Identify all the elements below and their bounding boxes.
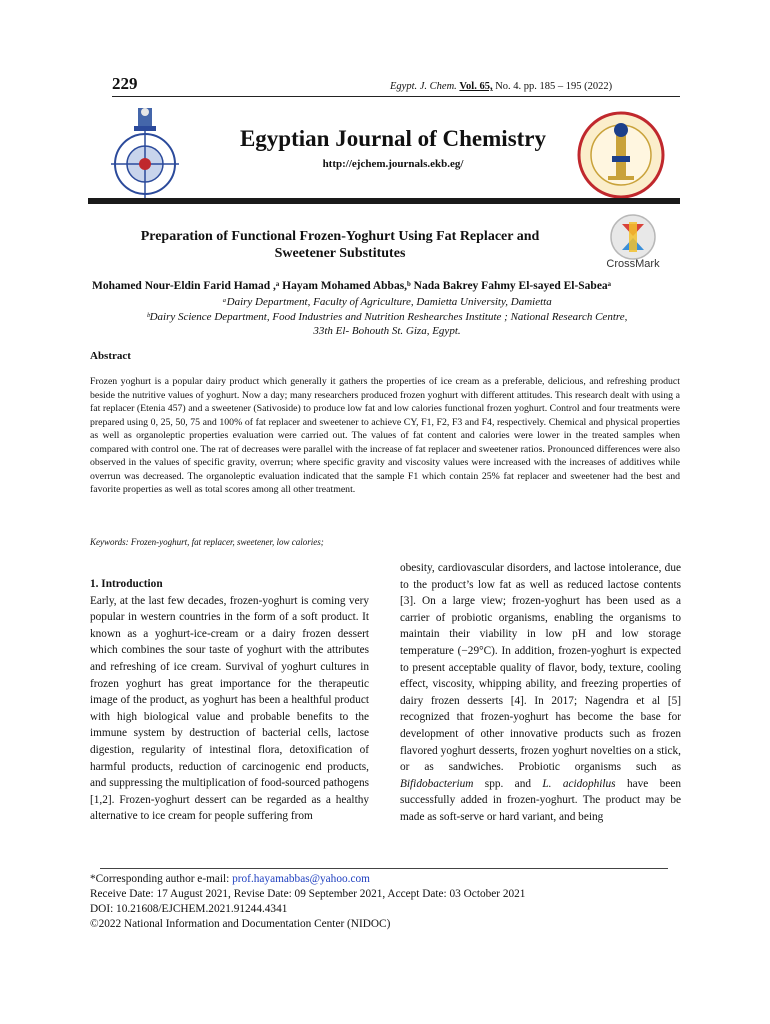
corresponding-label: *Corresponding author e-mail: <box>90 873 233 885</box>
corresponding-author <box>90 872 690 887</box>
paper-title-line-1: Preparation of Functional Frozen-Yoghurt Using Fat Replacer and <box>140 229 540 244</box>
author-list: Mohamed Nour-Eldin Farid Hamad ,ᵃ Hayam Mohamed Abbas,ᵇ Nada Bakrey Fahmy El-sayed El-Sabeaᵃ <box>92 280 612 292</box>
masthead-rule <box>88 198 680 204</box>
paper-title-line-2: Sweetener Substitutes <box>274 246 406 261</box>
section-heading-introduction: 1. Introduction <box>90 578 163 590</box>
keywords: Keywords: Frozen-yoghurt, fat replacer, sweetener, low calories; <box>90 537 324 547</box>
copyright: ©2022 National Information and Documentation Center (NIDOC) <box>90 918 391 930</box>
doi[interactable]: DOI: 10.21608/EJCHEM.2021.91244.4341 <box>90 903 288 915</box>
intro-paragraph-right-1: obesity, cardiovascular disorders, and lactose intolerance, due to the product’s low fat as well as reduced lactose contents [3]. On a large view; frozen-yoghurt has been used as a carrier of probiotic organisms, enabling the organisms to maintain their viability in low pH and low storage temperature (−29°C). In addition, frozen-yoghurt is expected to present acceptable quality of flavor, body, texture, cooling effect, viscosity, whipping ability, and freezing properties of dairy frozen desserts [4]. In 2017; Nagendra et al [5] recognized that frozen-yoghurt has become the base for development of other innovative products such as frozen flavored yoghurt desserts, frozen yoghurt novelties on a stick, or as sandwiches. Probiotic organisms such as <box>400 562 681 774</box>
affiliation-b-line-2: 33th El- Bohouth St. Giza, Egypt. <box>313 325 461 337</box>
body-right-column <box>400 560 681 826</box>
intro-paragraph-left: Early, at the last few decades, frozen-yoghurt is coming very popular in western countries in the form of a soft product. It known as a yoghurt-ice-cream or a dairy frozen dessert which combines the sour taste of yoghurt with the attributes and refreshing of ice cream. Survival of yoghurt cultures in frozen yoghurt has great importance for the therapeutic image of the product, as yoghurt has been a healthful product with high biological value and probable benefits to the immune system by destruction of bacterial cells, lactose digestion, regularity of intestinal flora, detoxification of harmful products, reduction of carcinogenic end products, and suppressing the multiplication of food-sourced pathogens [1,2]. Frozen-yoghurt dessert can be regarded as a healthy alternative to ice cream for people suffering from <box>90 594 369 823</box>
corresponding-email-link[interactable]: prof.hayamabbas@yahoo.com <box>232 873 370 885</box>
intro-paragraph-right-3: have been successfully added in frozen-yoghurt. The product may be made as soft-serve or hard variant, and being <box>400 777 681 823</box>
journal-citation <box>390 81 612 92</box>
abstract-text: Frozen yoghurt is a popular dairy product which generally it gathers the properties of ice cream as a preferable, delicious, and refreshing product beside the nutritive values of yoghurt. Now a day; many researchers produced frozen yoghurt with different attitudes. This research dealt with using a fat replacer (Etenia 457) and a sweetener (Sativoside) to produce low fat and low calories functional frozen yoghurt. Control and four treatments were prepared using 0, 25, 50, 75 and 100% of fat replacer and sweetener to achieve CY, F1, F2, F3 and F4, respectively. Chemical and physical properties as well as organoleptic properties evaluation were carried out. The values of fat content and calories were lower in the treated samples when compared with control one. The rat of decreases were parallel with the increase of fat replacer and sweetener ratios. Pronounced differences were also observed in the values of specific gravity, overrun; where specific gravity and viscosity values were increased with the increases of additives while overrun was decreased. The organoleptic evaluation indicated that the sample F1 which contain 25% fat replacer and sweetener had the best and favorite properties as well as total scores among all other treatment. <box>90 376 680 495</box>
species-l-acidophilus: L. acidophilus <box>542 777 616 790</box>
journal-url[interactable]: http://ejchem.journals.ekb.eg/ <box>322 158 464 170</box>
header-rule <box>112 96 680 97</box>
abstract-heading: Abstract <box>90 350 131 362</box>
society-seal-logo <box>576 110 666 200</box>
intro-paragraph-right-2: spp. and <box>473 777 543 790</box>
journal-abbrev: Egypt. J. Chem. <box>390 81 457 92</box>
paper-title <box>100 228 580 262</box>
footnote-rule <box>100 868 668 869</box>
receive-dates: Receive Date: 17 August 2021, Revise Date: 09 September 2021, Accept Date: 03 October 2021 <box>90 888 526 900</box>
crossmark-label: CrossMark <box>606 258 660 270</box>
journal-name: Egyptian Journal of Chemistry <box>239 126 547 151</box>
journal-volume: Vol. 65, <box>459 81 493 92</box>
body-left-column <box>90 576 369 825</box>
affiliation-b-line-1: ᵇDairy Science Department, Food Industries and Nutrition Reshearches Institute ; National Research Centre, <box>146 311 628 323</box>
affiliation-a: ᵃDairy Department, Faculty of Agriculture, Damietta University, Damietta <box>222 296 552 308</box>
species-bifidobacterium: Bifidobacterium <box>400 777 474 790</box>
journal-issue-pages: No. 4. pp. 185 – 195 (2022) <box>495 81 613 92</box>
page-number: 229 <box>112 74 138 93</box>
journal-logo-left <box>108 104 182 204</box>
